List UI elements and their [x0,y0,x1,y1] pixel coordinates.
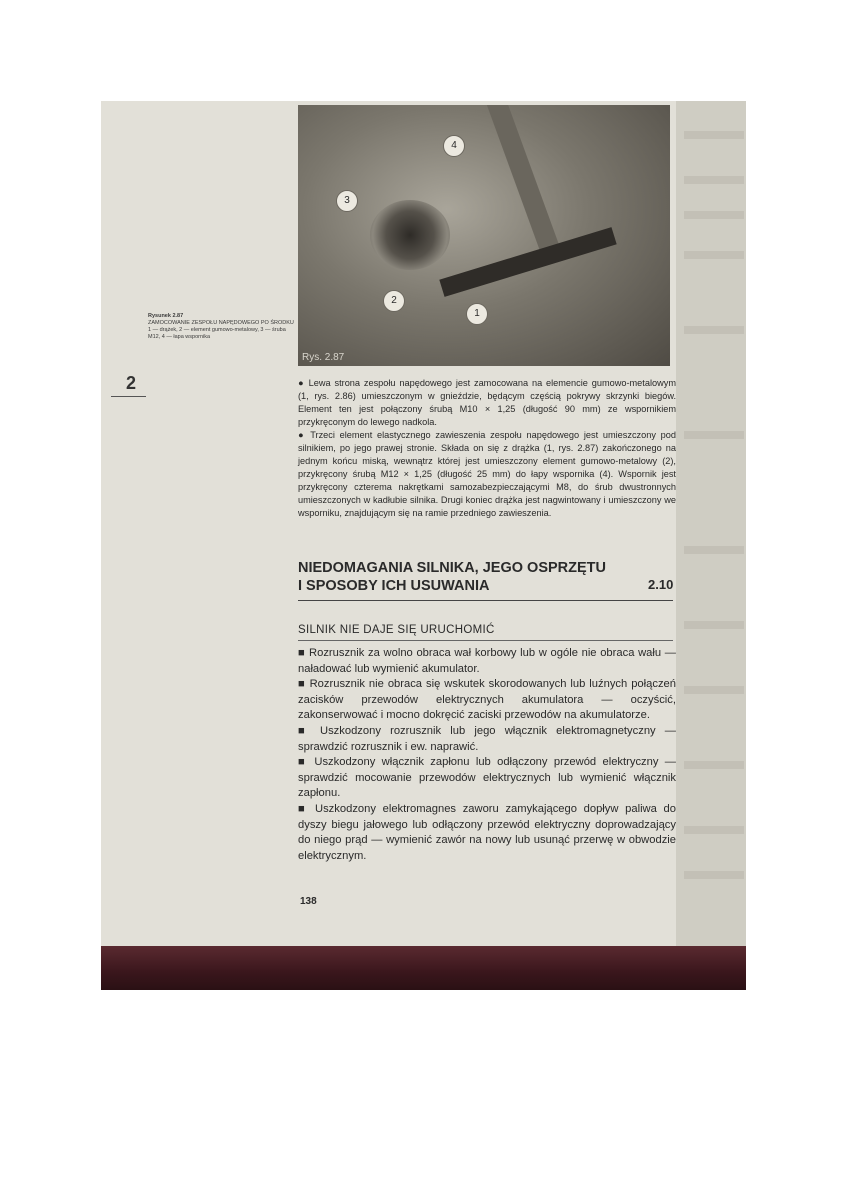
callout-1: 1 [466,303,488,325]
facing-text-fragment [684,761,744,769]
page-number: 138 [300,896,317,907]
list-item: ■ Uszkodzony włącznik zapłonu lub odłączony przewód elektryczny — sprawdzić mocowanie przewodów elektrycznych lub wymienić włącznik zapłonu. [298,756,676,800]
bleed-through-text [141,471,291,541]
facing-text-fragment [684,546,744,554]
list-item: ■ Rozrusznik za wolno obraca wał korbowy lub w ogóle nie obraca wału — naładować lub wymienić akumulator. [298,647,676,675]
photo-pulley [370,200,450,270]
section-title [298,559,673,595]
subheading: SILNIK NIE DAJE SIĘ URUCHOMIĆ [298,624,495,636]
section-title-line: I SPOSOBY ICH USUWANIA [298,578,490,594]
facing-text-fragment [684,871,744,879]
facing-text-fragment [684,176,744,184]
book-binding [101,946,746,990]
paragraph: ● Lewa strona zespołu napędowego jest zamocowana na elemencie gumowo-metalowym (1, rys. 2.86) umieszczonym w gnieździe, będącym częścią pokrywy skrzynki biegów. Element ten jest połączony śrubą M10 × 1,25 (długość 90 mm) ze wspornikiem przykręconym do lewego nadkola. [298,378,676,427]
caption-title: Rysunek 2.87 [148,313,184,319]
callout-4: 4 [443,135,465,157]
facing-text-fragment [684,826,744,834]
figure-caption [148,313,298,341]
section-title-line: NIEDOMAGANIA SILNIKA, JEGO OSPRZĘTU [298,560,607,576]
chapter-rule [111,396,146,397]
top-text-column [298,377,676,520]
section-number: 2.10 [648,577,674,592]
list-item: ■ Uszkodzony rozrusznik lub jego włącznik elektromagnetyczny — sprawdzić rozrusznik i ew. naprawić. [298,724,676,753]
caption-text: ZAMOCOWANIE ZESPOŁU NAPĘDOWEGO PO ŚRODKU 1 — drążek, 2 — element gumowo-metalowy, 3 — śruba M12, 4 — łapa wspornika [148,320,294,340]
facing-text-fragment [684,686,744,694]
list-item: ■ Rozrusznik nie obraca się wskutek skorodowanych lub luźnych połączeń zacisków przewodów elektrycznych akumulatora — oczyścić, zakonserwować i mocno dokręcić zaciski przewodów na akumulatorze. [298,678,676,722]
photo-rod [439,227,616,297]
facing-text-fragment [684,621,744,629]
callout-2: 2 [383,290,405,312]
chapter-number: 2 [126,373,137,393]
facing-text-fragment [684,131,744,139]
facing-text-fragment [684,211,744,219]
figure-photo [298,105,670,366]
list-item: ■ Uszkodzony elektromagnes zaworu zamykającego dopływ paliwa do dyszy biegu jałowego lub odłączony przewód elektryczny doprowadzający do niego prąd — wymienić zawór na nowy lub usunąć przerwę w obwodzie elektrycznym. [298,802,676,862]
photo-strut [486,105,560,254]
left-page [101,101,676,946]
paragraph: ● Trzeci element elastycznego zawieszenia zespołu napędowego jest umieszczony pod silnikiem, po jego prawej stronie. Składa on się z drążka (1, rys. 2.87) zakończonego na jednym końcu miską, wewnątrz której jest umieszczony element gumowo-metalowy (2), przykręcony śrubą M12 × 1,25 (długość 25 mm) do łapy wspornika (4). Wspornik jest przykręcony czterema nakrętkami samozabezpieczającymi M8, do śrub dwustronnych umieszczonych w kadłubie silnika. Drugi koniec drążka jest nagwintowany i umieszczony we wsporniku, znajdującym się na ramie przedniego zawieszenia. [298,430,676,518]
facing-text-fragment [684,431,744,439]
facing-text-fragment [684,251,744,259]
troubleshooting-list [298,646,676,864]
facing-page-edge [676,101,746,946]
callout-3: 3 [336,190,358,212]
figure-label: Rys. 2.87 [302,352,345,363]
facing-text-fragment [684,326,744,334]
subheading-rule [298,640,673,641]
section-rule [298,600,673,601]
scanned-page [101,101,746,990]
